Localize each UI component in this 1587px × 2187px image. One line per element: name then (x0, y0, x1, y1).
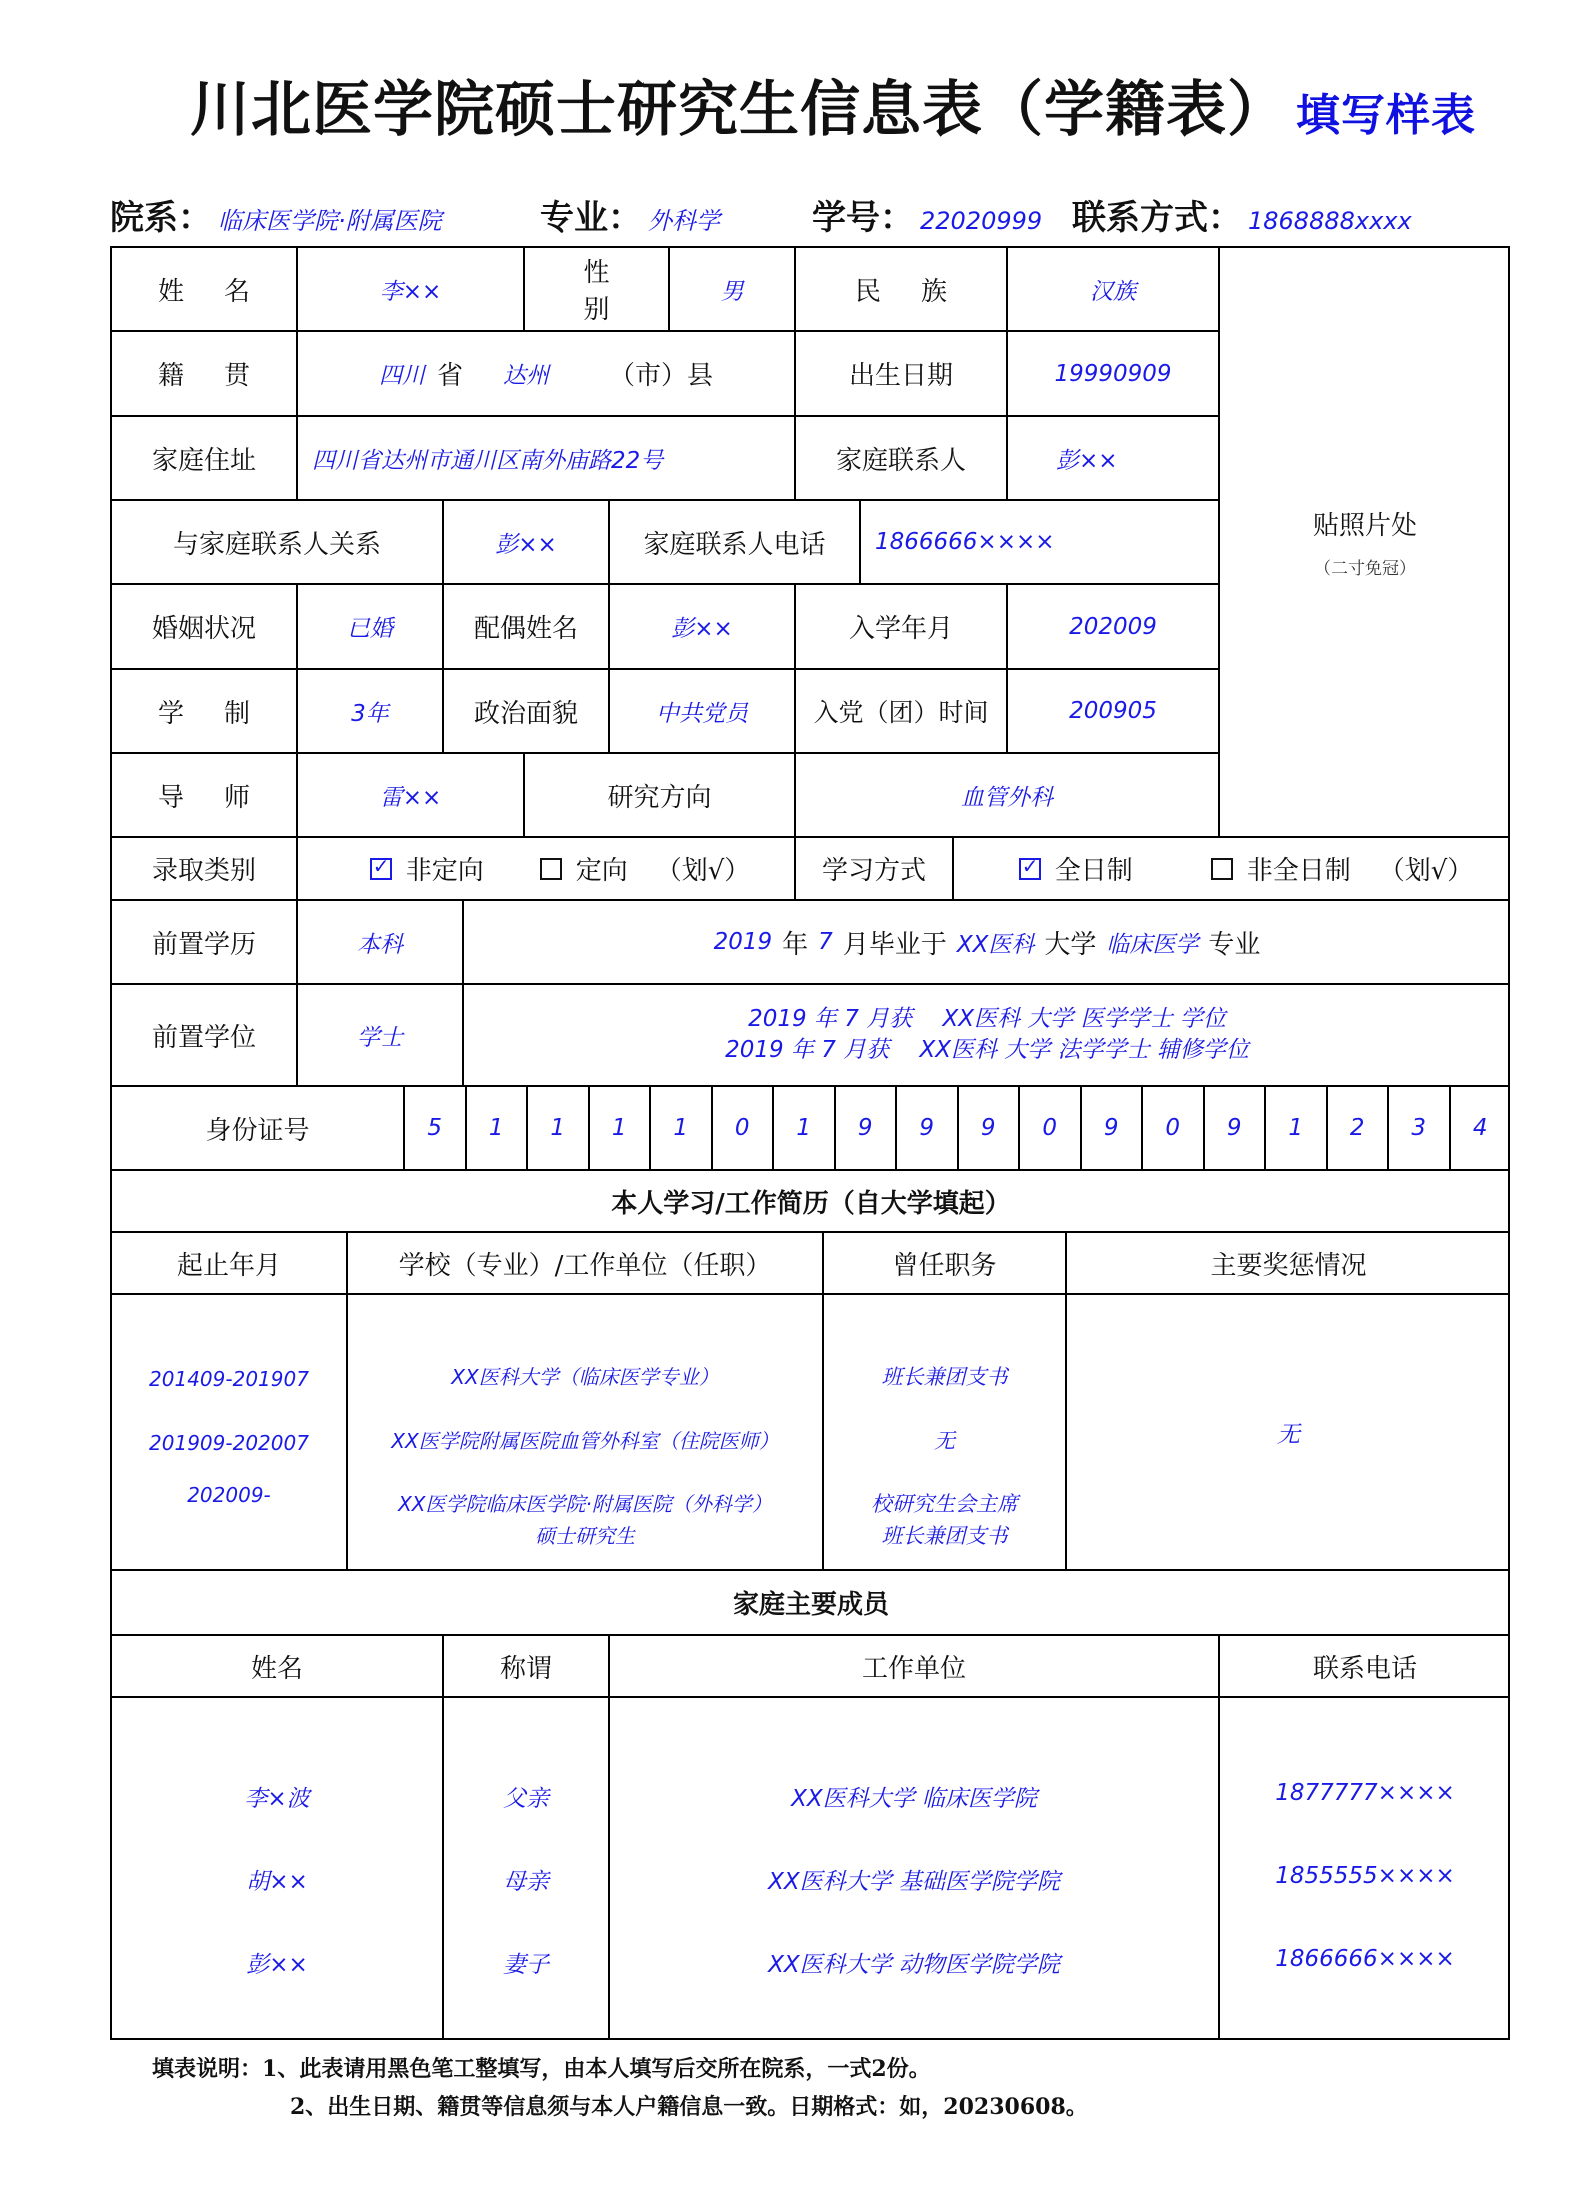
id-card-digit[interactable]: 1 (1264, 1085, 1326, 1169)
native-value[interactable] (296, 330, 794, 415)
family-member-name: 李×波 (244, 1786, 310, 1812)
prior-edu-major-unit: 专业 (1208, 929, 1261, 960)
resume-position: 无 (934, 1429, 955, 1453)
enroll-label: 入学年月 (794, 583, 1006, 668)
gender-value[interactable]: 男 (668, 246, 794, 330)
family-member-work: XX医科大学 基础医学院学院 (768, 1869, 1060, 1895)
id-card-digit[interactable]: 9 (1203, 1085, 1265, 1169)
id-card-digit[interactable]: 1 (649, 1085, 711, 1169)
native-city-unit: （市）县 (609, 361, 714, 391)
admission-hint: （划√） (655, 856, 751, 886)
enroll-value[interactable]: 202009 (1006, 583, 1218, 668)
family-header-work: 工作单位 (608, 1634, 1218, 1696)
research-value[interactable]: 血管外科 (794, 752, 1218, 836)
prior-edu-label: 前置学历 (110, 899, 296, 983)
family-header-phone: 联系电话 (1218, 1634, 1510, 1696)
id-card-digit[interactable]: 9 (895, 1085, 957, 1169)
political-value[interactable]: 中共党员 (608, 668, 794, 752)
party-value[interactable]: 200905 (1006, 668, 1218, 752)
native-city: 达州 (503, 363, 549, 389)
family-names[interactable] (110, 1696, 442, 2040)
prior-edu-year: 2019 (713, 929, 773, 955)
address-label: 家庭住址 (110, 415, 296, 499)
student-id-label: 学号： (812, 198, 914, 238)
resume-header-period: 起止年月 (110, 1231, 346, 1293)
resume-period: 201909-202007 (149, 1431, 309, 1455)
family-member-name: 彭×× (246, 1952, 308, 1978)
birth-label: 出生日期 (794, 330, 1006, 415)
marital-label: 婚姻状况 (110, 583, 296, 668)
id-card-digit[interactable]: 9 (1080, 1085, 1142, 1169)
major-value[interactable]: 外科学 (648, 207, 720, 235)
family-member-relation: 妻子 (503, 1952, 549, 1978)
family-phone-label: 家庭联系人电话 (608, 499, 859, 583)
photo-placeholder[interactable] (1218, 246, 1510, 836)
family-contact-value[interactable]: 彭×× (1006, 415, 1218, 499)
dept-field (110, 190, 442, 239)
id-card-digit[interactable]: 4 (1449, 1085, 1511, 1169)
party-label: 入党（团）时间 (794, 668, 1006, 752)
native-province: 四川 (378, 363, 425, 389)
resume-units[interactable] (346, 1293, 822, 1569)
prior-edu-school: XX医科 (956, 931, 1035, 958)
native-province-unit: 省 (436, 361, 463, 391)
prior-edu-year-unit: 年 (782, 929, 809, 960)
id-card-digit[interactable]: 0 (1018, 1085, 1080, 1169)
id-card-digit[interactable]: 0 (1141, 1085, 1203, 1169)
page-title (190, 62, 1476, 148)
checkbox-empty-icon[interactable] (1211, 858, 1233, 880)
native-label: 籍贯 (110, 330, 296, 415)
notes-item: 1、此表请用黑色笔工整填写，由本人填写后交所在院系，一式2份。 (262, 2056, 931, 2082)
study-mode-option-1[interactable]: 非全日制 (1211, 850, 1351, 887)
prior-edu-detail[interactable] (462, 899, 1510, 983)
study-mode-label: 学习方式 (794, 836, 952, 899)
name-value[interactable]: 李×× (296, 246, 523, 330)
title-sub: 填写样表 (1296, 90, 1476, 141)
spouse-label: 配偶姓名 (442, 583, 608, 668)
notes-label: 填表说明： (152, 2056, 263, 2082)
prior-edu-school-unit: 大学 (1044, 929, 1097, 960)
id-card-digit[interactable]: 3 (1387, 1085, 1449, 1169)
notes-item-2: 2、出生日期、籍贯等信息须与本人户籍信息一致。日期格式：如，20230608。 (290, 2094, 1088, 2120)
title-main: 川北医学院硕士研究生信息表（学籍表） (190, 75, 1288, 145)
id-card-digit[interactable]: 0 (711, 1085, 773, 1169)
resume-unit: 硕士研究生 (535, 1524, 635, 1548)
admission-label: 录取类别 (110, 836, 296, 899)
resume-header-position: 曾任职务 (822, 1231, 1065, 1293)
relation-value[interactable]: 彭×× (442, 499, 608, 583)
resume-unit: XX医科大学（临床医学专业） (451, 1365, 719, 1389)
contact-field (1072, 190, 1412, 239)
schooling-label: 学制 (110, 668, 296, 752)
family-phone-value[interactable]: 1866666×××× (859, 499, 1218, 583)
birth-value[interactable]: 19990909 (1006, 330, 1218, 415)
resume-periods[interactable] (110, 1293, 346, 1569)
family-member-phone: 1877777×××× (1275, 1780, 1455, 1806)
prior-degree-line: 2019 年 7 月获 XX医科 大学 医学学士 学位 (748, 1005, 1226, 1032)
relation-label: 与家庭联系人关系 (110, 499, 442, 583)
prior-edu-month: 7 (818, 929, 833, 955)
student-id-value[interactable]: 22020999 (920, 207, 1043, 235)
id-card-digit[interactable]: 9 (834, 1085, 896, 1169)
research-label: 研究方向 (523, 752, 794, 836)
resume-unit: XX医学院附属医院血管外科室（住院医师） (391, 1429, 779, 1453)
family-phones[interactable] (1218, 1696, 1510, 2040)
family-member-name: 胡×× (246, 1869, 308, 1895)
prior-degree-detail[interactable] (462, 983, 1510, 1085)
name-label: 姓名 (110, 246, 296, 330)
study-mode-options (952, 836, 1510, 899)
id-card-digit[interactable]: 9 (957, 1085, 1019, 1169)
family-member-relation: 母亲 (503, 1869, 549, 1895)
ethnic-label: 民族 (794, 246, 1006, 330)
prior-edu-major: 临床医学 (1106, 931, 1199, 958)
study-mode-option-0[interactable]: ✓ 全日制 (1019, 850, 1133, 887)
prior-degree-value[interactable]: 学士 (296, 983, 462, 1085)
major-field (540, 190, 720, 239)
family-member-phone: 1855555×××× (1275, 1863, 1455, 1889)
prior-degree-line: 2019 年 7 月获 XX医科 大学 法学学士 辅修学位 (725, 1037, 1249, 1063)
family-member-work: XX医科大学 临床医学院 (791, 1786, 1037, 1812)
advisor-label: 导师 (110, 752, 296, 836)
family-title: 家庭主要成员 (110, 1569, 1510, 1634)
admission-option-0[interactable]: ✓ 非定向 (370, 850, 484, 887)
checkbox-checked-icon[interactable] (370, 858, 392, 880)
resume-unit: XX医学院临床医学院·附属医院（外科学） (398, 1492, 772, 1516)
id-card-digit[interactable]: 1 (465, 1085, 527, 1169)
id-card-label: 身份证号 (110, 1085, 403, 1169)
resume-period: 202009- (187, 1483, 271, 1507)
checkbox-empty-icon[interactable] (540, 858, 562, 880)
family-member-work: XX医科大学 动物医学院学院 (768, 1952, 1060, 1978)
political-label: 政治面貌 (442, 668, 608, 752)
prior-edu-value[interactable]: 本科 (296, 899, 462, 983)
checkbox-checked-icon[interactable] (1019, 858, 1041, 880)
resume-position: 班长兼团支书 (881, 1365, 1008, 1389)
study-mode-hint: （划√） (1378, 856, 1474, 886)
id-card-digit[interactable]: 1 (526, 1085, 588, 1169)
photo-label: 贴照片处 (1312, 511, 1417, 541)
family-header-name: 姓名 (110, 1634, 442, 1696)
resume-position: 校研究生会主席 (871, 1492, 1018, 1516)
admission-option-1[interactable]: 定向 (540, 850, 628, 887)
family-member-phone: 1866666×××× (1275, 1946, 1455, 1972)
admission-options (296, 836, 794, 899)
resume-header-unit: 学校（专业）/工作单位（任职） (346, 1231, 822, 1293)
student-id-field (812, 190, 1042, 239)
schooling-value[interactable]: 3年 (296, 668, 442, 752)
id-card-digit[interactable]: 2 (1326, 1085, 1388, 1169)
prior-degree-label: 前置学位 (110, 983, 296, 1085)
marital-value[interactable]: 已婚 (296, 583, 442, 668)
advisor-value[interactable]: 雷×× (296, 752, 523, 836)
resume-awards[interactable]: 无 (1065, 1293, 1510, 1569)
resume-position: 班长兼团支书 (881, 1524, 1008, 1548)
dept-label: 院系： (110, 198, 212, 238)
family-works[interactable] (608, 1696, 1218, 2040)
resume-positions[interactable] (822, 1293, 1065, 1569)
contact-value[interactable]: 1868888xxxx (1248, 207, 1412, 235)
family-contact-label: 家庭联系人 (794, 415, 1006, 499)
family-header-relation: 称谓 (442, 1634, 608, 1696)
resume-period: 201409-201907 (149, 1367, 309, 1391)
address-value[interactable]: 四川省达州市通川区南外庙路22号 (296, 415, 794, 499)
ethnic-value[interactable]: 汉族 (1006, 246, 1218, 330)
id-card-digit[interactable]: 1 (588, 1085, 650, 1169)
id-card-digit[interactable]: 1 (772, 1085, 834, 1169)
spouse-value[interactable]: 彭×× (608, 583, 794, 668)
contact-label: 联系方式： (1072, 198, 1242, 238)
major-label: 专业： (540, 198, 642, 238)
id-card-digit[interactable]: 5 (403, 1085, 465, 1169)
photo-note: （二寸免冠） (1314, 559, 1416, 579)
family-member-relation: 父亲 (503, 1786, 549, 1812)
family-relations[interactable] (442, 1696, 608, 2040)
resume-header-awards: 主要奖惩情况 (1065, 1231, 1510, 1293)
dept-value[interactable]: 临床医学院·附属医院 (218, 207, 442, 235)
resume-title: 本人学习/工作简历（自大学填起） (110, 1169, 1510, 1231)
fill-notes (152, 2052, 931, 2083)
gender-label: 性别 (523, 246, 668, 330)
prior-edu-month-unit: 月毕业于 (842, 929, 947, 960)
